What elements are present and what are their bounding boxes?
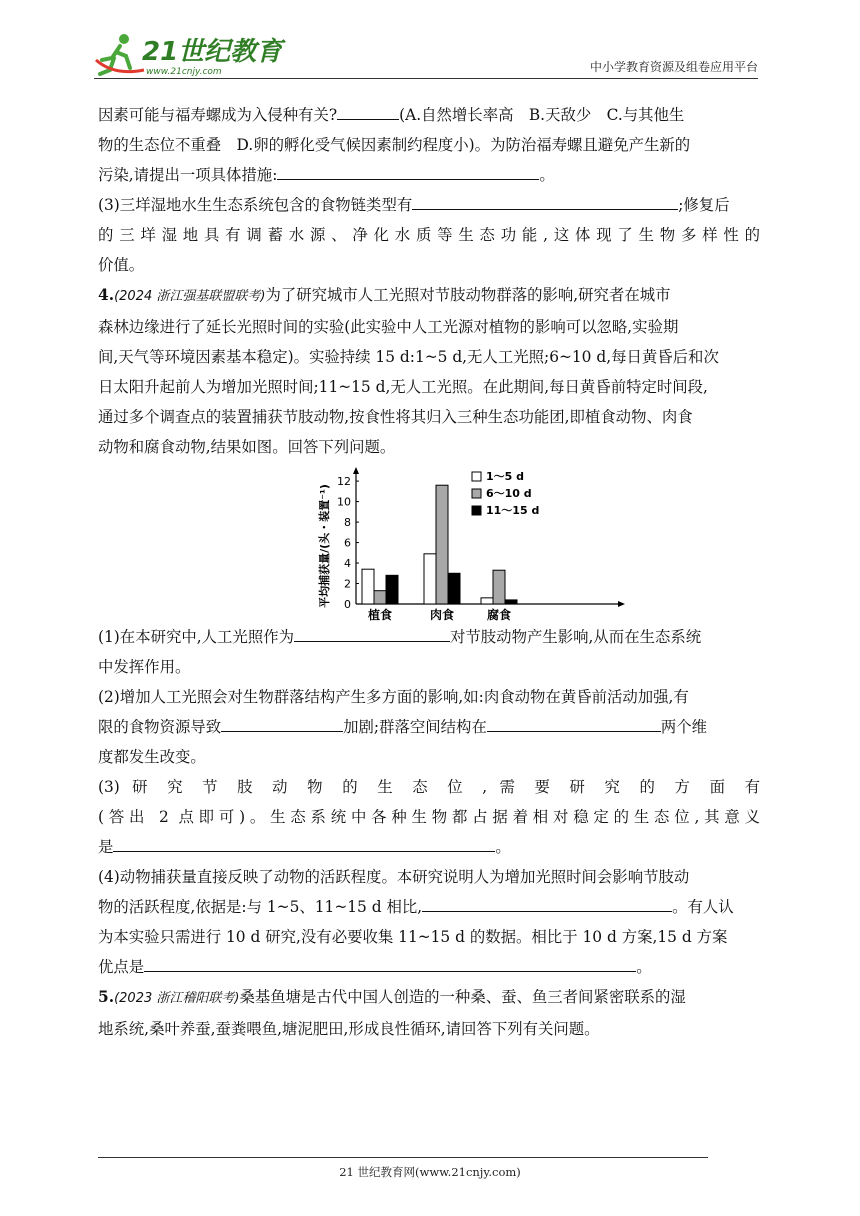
q4-line1: [98, 280, 760, 312]
bar: [481, 598, 493, 604]
q5-text: 桑基鱼塘是古代中国人创造的一种桑、蚕、鱼三者间紧密联系的湿: [239, 988, 686, 1006]
y-tick-label: 8: [344, 516, 351, 530]
y-tick-label: 6: [344, 536, 351, 550]
bar: [505, 600, 517, 604]
bar-chart: [98, 462, 760, 622]
q4-4-line2: [98, 892, 760, 922]
x-tick-label: 肉食: [429, 608, 455, 622]
y-tick-label: 0: [344, 598, 351, 611]
legend-label: 6～10 d: [486, 487, 532, 500]
platform-name: 中小学教育资源及组卷应用平台: [589, 60, 758, 74]
question-number: 4.: [98, 286, 115, 304]
bar: [448, 573, 460, 604]
bar: [386, 575, 398, 604]
bar: [436, 485, 448, 604]
site-logo: [94, 30, 283, 78]
answer-blank[interactable]: [277, 161, 539, 180]
logo-runner-icon: [94, 30, 283, 78]
question-source: (2024 浙江强基联盟联考): [114, 289, 266, 304]
para1-text-c: 污染,请提出一项具体措施:: [98, 166, 278, 184]
answer-blank[interactable]: [221, 713, 343, 732]
answer-blank[interactable]: [294, 623, 450, 642]
question-source: (2023 浙江稽阳联考): [114, 991, 240, 1006]
y-tick-label: 12: [337, 475, 351, 489]
answer-blank[interactable]: [113, 833, 495, 852]
para1-line2: 物的生态位不重叠 D.卵的孵化受气候因素制约程度小)。为防治福寿螺且避免产生新的: [98, 136, 691, 154]
q4-4-text-a: 物的活跃程度,依据是:与 1~5、11~15 d 相比,: [98, 898, 423, 916]
q4-1-text-b: 对节肢动物产生影响,从而在生态系统: [450, 628, 702, 646]
para2-text-b: ;修复后: [678, 196, 730, 214]
logo-text: 21世纪教育: [142, 37, 283, 67]
header-divider: [94, 78, 758, 79]
footer-divider: [98, 1157, 708, 1158]
x-axis-arrow: [618, 601, 625, 607]
q4-4-line4: [98, 952, 760, 982]
q4-1-line2: 中发挥作用。: [98, 658, 191, 676]
q4-2-text-b: 加剧;群落空间结构在: [343, 718, 487, 736]
q4-line5: 通过多个调查点的装置捕获节肢动物,按食性将其归入三种生态功能团,即植食动物、肉食: [98, 408, 693, 426]
q4-3-text-a: 是: [98, 838, 114, 856]
para1-text-b: (A.自然增长率高 B.天敌少 C.与其他生: [399, 106, 685, 124]
legend-label: 1～5 d: [486, 470, 525, 483]
y-axis-arrow: [353, 467, 359, 474]
answer-blank[interactable]: [412, 191, 678, 210]
answer-blank[interactable]: [144, 953, 636, 972]
q4-3-line2: (答出 2 点即可)。生态系统中各种生物都占据着相对稳定的生态位,其意义: [98, 808, 760, 826]
y-axis-label: 平均捕获量/(头・装置⁻¹): [318, 484, 331, 608]
q4-line2: 森林边缘进行了延长光照时间的实验(此实验中人工光源对植物的影响可以忽略,实验期: [98, 318, 679, 336]
q4-text: 为了研究城市人工光照对节肢动物群落的影响,研究者在城市: [265, 286, 671, 304]
para2-line1: [98, 190, 760, 220]
y-tick-label: 4: [344, 557, 351, 571]
para2-line3: 价值。: [98, 256, 145, 274]
bar: [493, 570, 505, 604]
q4-line3: 间,天气等环境因素基本稳定)。实验持续 15 d:1~5 d,无人工光照;6~10 d,每日黄昏后和次: [98, 348, 719, 366]
q4-3-line3: [98, 832, 760, 862]
bar: [362, 569, 374, 604]
q4-1-line1: [98, 622, 760, 652]
legend-swatch: [472, 506, 481, 515]
para2-line2: 的三垟湿地具有调蓄水源、净化水质等生态功能,这体现了生物多样性的: [98, 226, 760, 244]
logo-url-text: www.21cnjy.com: [146, 67, 222, 77]
bar: [424, 554, 436, 604]
x-tick-label: 植食: [367, 608, 393, 622]
page-content: [98, 100, 760, 1044]
q4-2-line3: 度都发生改变。: [98, 748, 206, 766]
legend-swatch: [472, 489, 481, 498]
para2-text-a: (3)三垟湿地水生生态系统包含的食物链类型有: [98, 196, 413, 214]
q4-1-text-a: (1)在本研究中,人工光照作为: [98, 628, 294, 646]
q5-line1: [98, 982, 760, 1014]
para1-text-d: 。: [539, 166, 555, 184]
q4-2-line2: [98, 712, 760, 742]
x-tick-label: 腐食: [486, 608, 512, 622]
y-tick-label: 2: [344, 577, 351, 591]
bar: [374, 591, 386, 604]
answer-blank[interactable]: [422, 893, 672, 912]
y-tick-label: 10: [337, 495, 351, 509]
question-number: 5.: [98, 988, 115, 1006]
legend-label: 11～15 d: [486, 504, 540, 517]
q4-3-text-b: 。: [495, 838, 511, 856]
legend-swatch: [472, 472, 481, 481]
q5-line2: 地系统,桑叶养蚕,蚕粪喂鱼,塘泥肥田,形成良性循环,请回答下列有关问题。: [98, 1020, 600, 1038]
q4-line4: 日太阳升起前人为增加光照时间;11~15 d,无人工光照。在此期间,每日黄昏前特定时间段,: [98, 378, 708, 396]
page-header: [94, 30, 758, 78]
figure-container: [98, 462, 760, 622]
q4-line6: 动物和腐食动物,结果如图。回答下列问题。: [98, 438, 396, 456]
q4-4-text-c: 优点是: [98, 958, 145, 976]
page-footer: 21 世纪教育网(www.21cnjy.com): [339, 1165, 521, 1179]
para1-line3: [98, 160, 760, 190]
answer-blank[interactable]: [337, 101, 399, 120]
q4-2-text-a: 限的食物资源导致: [98, 718, 222, 736]
para1-line1: [98, 100, 760, 130]
para1-text-a: 因素可能与福寿螺成为入侵种有关?: [98, 106, 338, 124]
q4-4-text-b: 。有人认: [672, 898, 734, 916]
answer-blank[interactable]: [487, 713, 661, 732]
q4-4-line3: 为本实验只需进行 10 d 研究,没有必要收集 11~15 d 的数据。相比于 10 d 方案,15 d 方案: [98, 928, 728, 946]
q4-4-text-d: 。: [636, 958, 652, 976]
q4-3-line1: (3) 研 究 节 肢 动 物 的 生 态 位 , 需 要 研 究 的 方 面 有: [98, 778, 760, 796]
q4-2-line1: (2)增加人工光照会对生物群落结构产生多方面的影响,如:肉食动物在黄昏前活动加强,有: [98, 688, 689, 706]
q4-2-text-c: 两个维: [660, 718, 708, 736]
q4-4-line1: (4)动物捕获量直接反映了动物的活跃程度。本研究说明人为增加光照时间会影响节肢动: [98, 868, 690, 886]
